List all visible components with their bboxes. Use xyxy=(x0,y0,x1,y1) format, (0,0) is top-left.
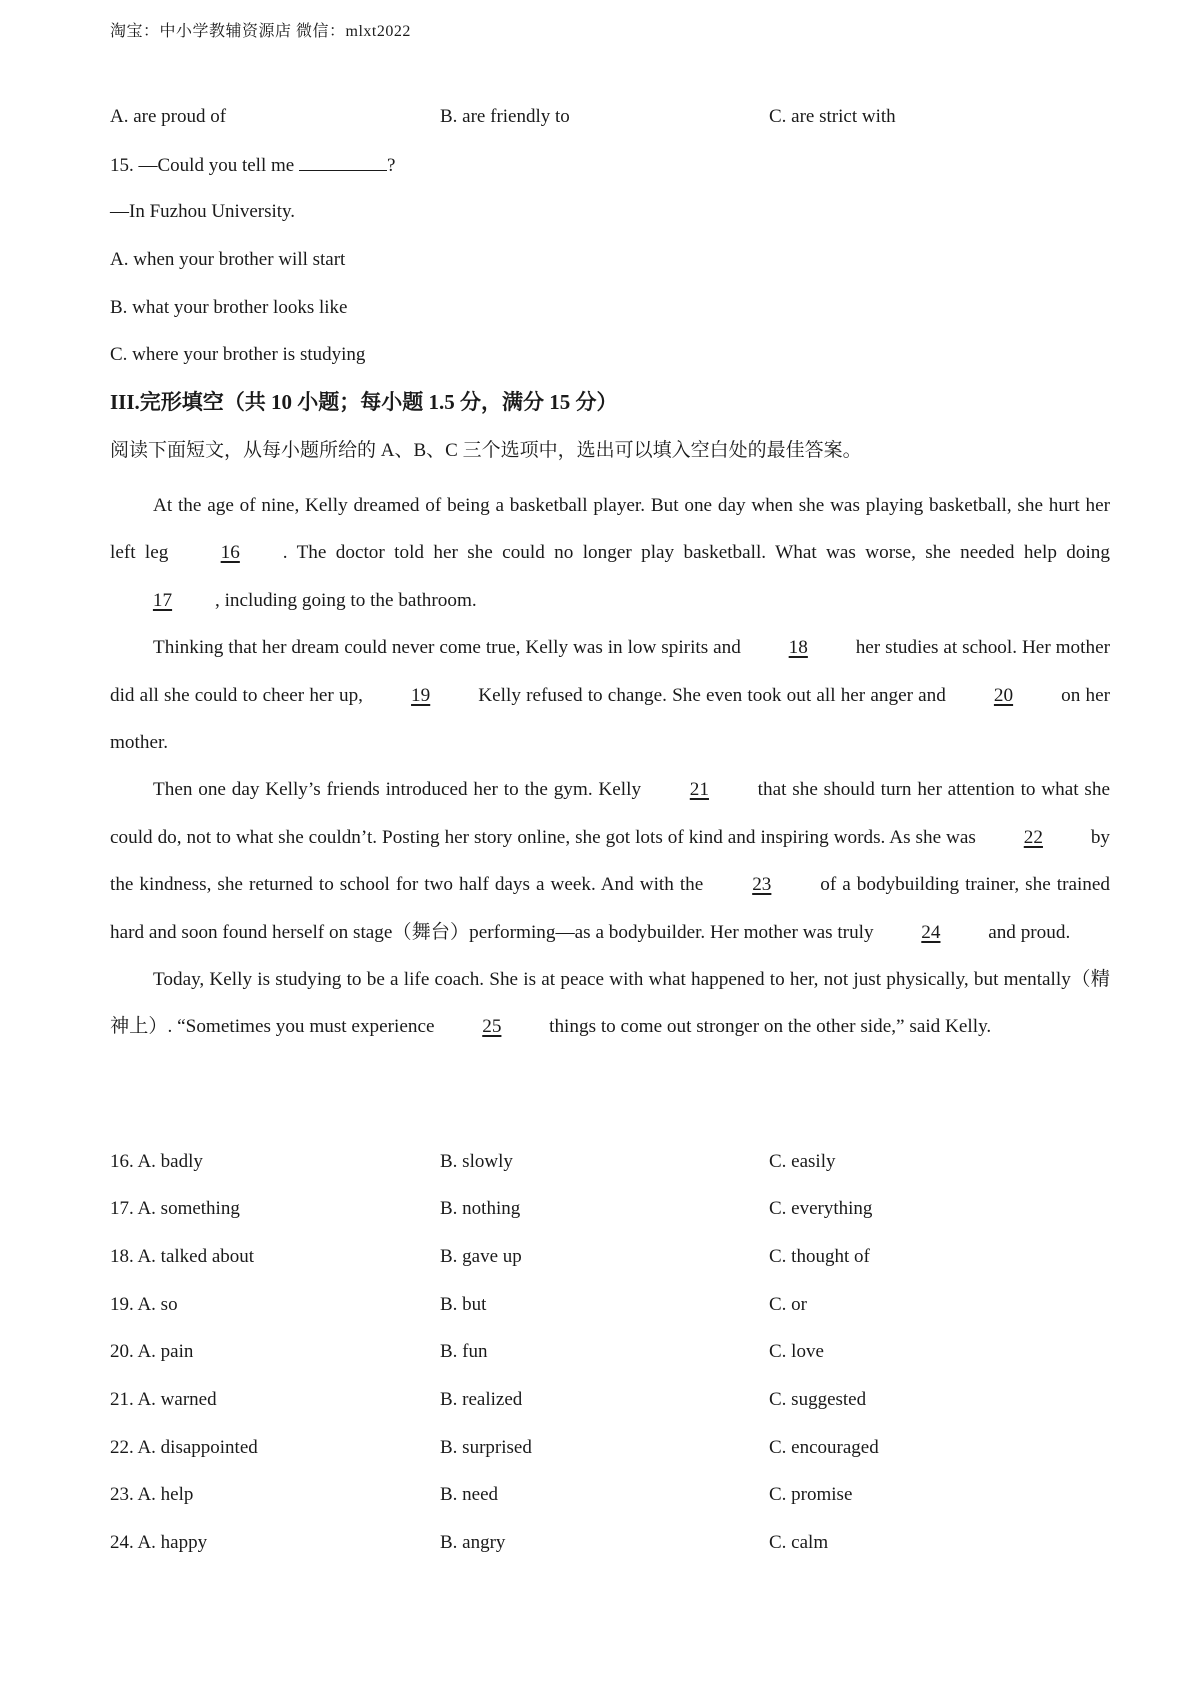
page-header: 淘宝：中小学教辅资源店 微信：mlxt2022 xyxy=(110,23,411,40)
q21-option-c: C. suggested xyxy=(769,1389,867,1410)
q17-option-a: 17. A. something xyxy=(110,1198,240,1219)
q20-option-a: 20. A. pain xyxy=(110,1341,194,1362)
q15-option-a: A. when your brother will start xyxy=(110,249,346,270)
q15-blank xyxy=(299,152,387,171)
q23-option-c: C. promise xyxy=(769,1484,853,1505)
q16-option-a: 16. A. badly xyxy=(110,1151,203,1172)
q19-option-c: C. or xyxy=(769,1294,807,1315)
q23-option-a: 23. A. help xyxy=(110,1484,194,1505)
q16-option-c: C. easily xyxy=(769,1151,836,1172)
options-row-24 xyxy=(0,1531,1200,1557)
q19-option-a: 19. A. so xyxy=(110,1294,178,1315)
q14-options xyxy=(0,105,1200,131)
options-row-19 xyxy=(0,1293,1200,1319)
q17-option-b: B. nothing xyxy=(440,1198,521,1219)
passage-paragraph-2: Thinking that her dream could never come true, Kelly was in low spirits and 18 her studies at school. Her mother did all she could to cheer her up, 19 Kelly refused to change. She even took out all her anger and 20 on her mother. xyxy=(110,624,1110,766)
q18-option-c: C. thought of xyxy=(769,1246,870,1267)
q24-option-b: B. angry xyxy=(440,1532,506,1553)
blank-25: 25 xyxy=(482,1016,502,1038)
q14-option-c: C. are strict with xyxy=(769,106,896,127)
options-row-16 xyxy=(0,1150,1200,1176)
blank-24: 24 xyxy=(921,921,941,943)
options-row-18 xyxy=(0,1245,1200,1271)
q21-option-a: 21. A. warned xyxy=(110,1389,217,1410)
q14-option-a: A. are proud of xyxy=(110,106,227,127)
q21-option-b: B. realized xyxy=(440,1389,523,1410)
blank-21: 21 xyxy=(689,779,709,801)
q15-stem-prefix: 15. —Could you tell me xyxy=(110,155,299,176)
q18-option-a: 18. A. talked about xyxy=(110,1246,255,1267)
q22-option-a: 22. A. disappointed xyxy=(110,1437,258,1458)
section-instruction: 阅读下面短文，从每小题所给的 A、B、C 三个选项中，选出可以填入空白处的最佳答案。 xyxy=(110,440,862,461)
q16-option-b: B. slowly xyxy=(440,1151,513,1172)
blank-22: 22 xyxy=(1023,826,1043,848)
q22-option-c: C. encouraged xyxy=(769,1437,879,1458)
blank-19: 19 xyxy=(411,684,431,706)
blank-16: 16 xyxy=(220,542,240,564)
q20-option-b: B. fun xyxy=(440,1341,488,1362)
q24-option-a: 24. A. happy xyxy=(110,1532,208,1553)
q14-option-b: B. are friendly to xyxy=(440,106,570,127)
passage-paragraph-4: Today, Kelly is studying to be a life coach. She is at peace with what happened to her, not just physically, but mentally（精神上）. “Sometimes you must experience 25 things to come out stronger on the other side,” said Kelly. xyxy=(110,956,1110,1051)
blank-17: 17 xyxy=(152,589,173,611)
blank-23: 23 xyxy=(752,874,772,896)
options-row-17 xyxy=(0,1197,1200,1223)
q19-option-b: B. but xyxy=(440,1294,487,1315)
q23-option-b: B. need xyxy=(440,1484,499,1505)
q15-stem xyxy=(110,152,395,178)
passage-paragraph-1: At the age of nine, Kelly dreamed of being a basketball player. But one day when she was playing basketball, she hurt her left leg 16 . The doctor told her she could no longer play basketball. What was worse, she needed help doing 17 , including going to the bathroom. xyxy=(110,482,1110,624)
q17-option-c: C. everything xyxy=(769,1198,873,1219)
options-row-22 xyxy=(0,1436,1200,1462)
q22-option-b: B. surprised xyxy=(440,1437,532,1458)
passage-paragraph-3: Then one day Kelly’s friends introduced her to the gym. Kelly 21 that she should turn her attention to what she could do, not to what she couldn’t. Posting her story online, she got lots of kind and inspiring words. As she was 22 by the kindness, she returned to school for two half days a week. And with the 23 of a bodybuilding trainer, she trained hard and soon found herself on stage（舞台）performing—as a bodybuilder. Her mother was truly 24 and proud. xyxy=(110,766,1110,956)
q24-option-c: C. calm xyxy=(769,1532,829,1553)
options-row-23 xyxy=(0,1483,1200,1509)
q15-option-c: C. where your brother is studying xyxy=(110,344,366,365)
options-row-21 xyxy=(0,1388,1200,1414)
q18-option-b: B. gave up xyxy=(440,1246,522,1267)
q15-answer-line: —In Fuzhou University. xyxy=(110,201,296,222)
options-row-20 xyxy=(0,1340,1200,1366)
q15-stem-suffix: ? xyxy=(386,155,396,176)
section-title: III.完形填空（共 10 小题；每小题 1.5 分，满分 15 分） xyxy=(110,390,618,414)
q20-option-c: C. love xyxy=(769,1341,824,1362)
q15-option-b: B. what your brother looks like xyxy=(110,297,348,318)
cloze-passage xyxy=(110,482,1110,1051)
blank-20: 20 xyxy=(993,684,1014,706)
blank-18: 18 xyxy=(788,637,808,659)
